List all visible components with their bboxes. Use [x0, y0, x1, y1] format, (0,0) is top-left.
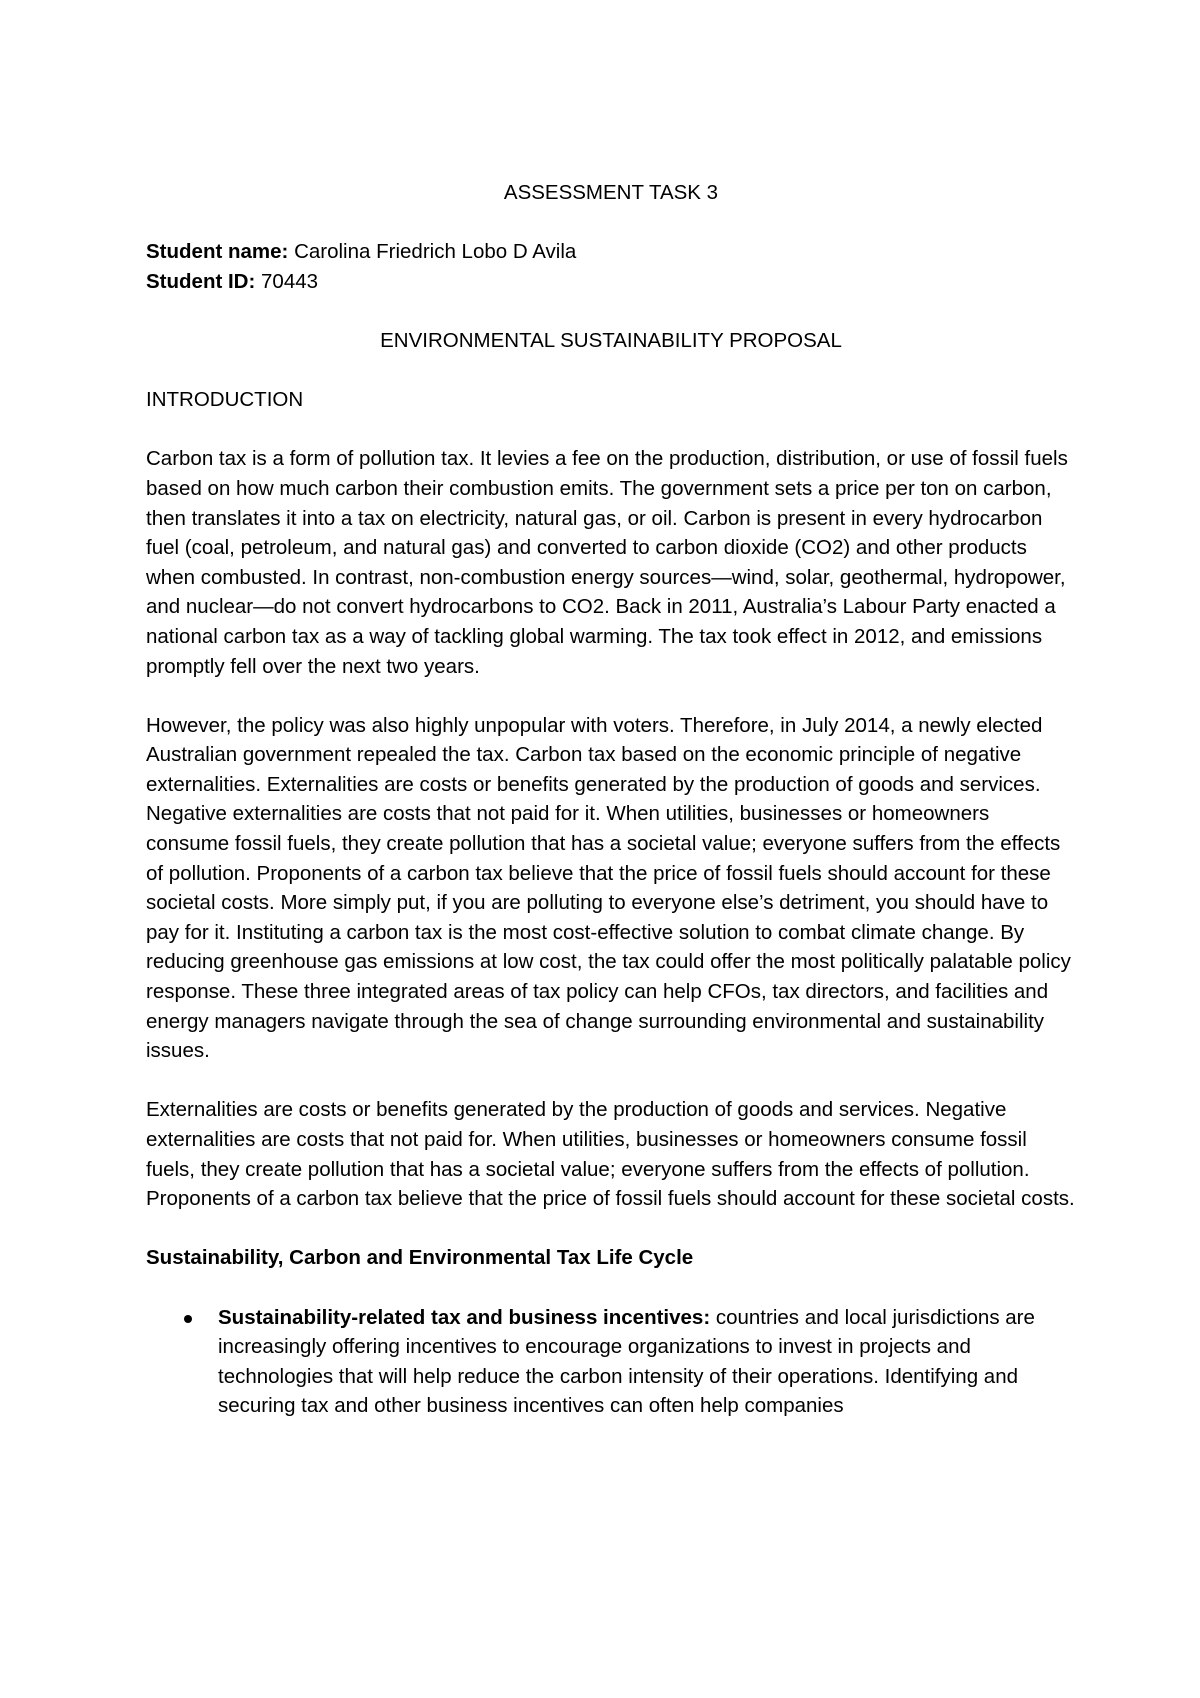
paragraph-3: Externalities are costs or benefits generated by the production of goods and services. Negative externalities are costs that not paid for. When utilities, businesses or homeowners consume fossil fuels, they create pollution that has a societal value; everyone suffers from the effects of pollution. Proponents of a carbon tax believe that the price of fossil fuels should account for these societal costs.	[146, 1098, 1075, 1211]
student-name-value: Carolina Friedrich Lobo D Avila	[288, 240, 577, 264]
student-id-label: Student ID:	[146, 269, 256, 293]
bullet-text: countries and local jurisdictions are increasingly offering incentives to encourage organizations to invest in projects and technologies that will help reduce the carbon intensity of their operations. Identifying and securing tax and other business incentives can often help companies	[218, 1305, 1035, 1418]
document-title: ASSESSMENT TASK 3	[503, 181, 719, 204]
document-page	[146, 178, 1076, 1421]
student-name-label: Student name:	[146, 240, 289, 264]
paragraph-1: Carbon tax is a form of pollution tax. It levies a fee on the production, distribution, or use of fossil fuels based on how much carbon their combustion emits. The government sets a price per ton on carbon, then translates it into a tax on electricity, natural gas, or oil. Carbon is present in every hydrocarbon fuel (coal, petroleum, and natural gas) and converted to carbon dioxide (CO2) and other products when combusted. In contrast, non-combustion energy sources—wind, solar, geothermal, hydropower, and nuclear—do not convert hydrocarbons to CO2. Back in 2011, Australia’s Labour Party enacted a national carbon tax as a way of tackling global warming. The tax took effect in 2012, and emissions promptly fell over the next two years.	[146, 447, 1068, 678]
introduction-heading: INTRODUCTION	[146, 388, 304, 412]
bullet-term: Sustainability-related tax and business incentives:	[218, 1305, 711, 1329]
bullet-list	[146, 1303, 1076, 1421]
paragraph-2: However, the policy was also highly unpopular with voters. Therefore, in July 2014, a newly elected Australian government repealed the tax. Carbon tax based on the economic principle of negative externalities. Externalities are costs or benefits generated by the production of goods and services. Negative externalities are costs that not paid for it. When utilities, businesses or homeowners consume fossil fuels, they create pollution that has a societal value; everyone suffers from the effects of pollution. Proponents of a carbon tax believe that the price of fossil fuels should account for these societal costs. More simply put, if you are polluting to everyone else’s detriment, you should have to pay for it. Instituting a carbon tax is the most cost-effective solution to combat climate change. By reducing greenhouse gas emissions at low cost, the tax could offer the most politically palatable policy response. These three integrated areas of tax policy can help CFOs, tax directors, and facilities and energy managers navigate through the sea of change surrounding environmental and sustainability issues.	[146, 713, 1071, 1063]
bullet-dot-icon	[184, 1315, 192, 1323]
section-heading: Sustainability, Carbon and Environmental Tax Life Cycle	[146, 1246, 694, 1270]
student-name-line	[146, 237, 1076, 267]
student-id-value: 70443	[255, 269, 319, 293]
bullet-item	[146, 1303, 1076, 1421]
student-id-line	[146, 267, 1076, 297]
proposal-title: ENVIRONMENTAL SUSTAINABILITY PROPOSAL	[380, 328, 842, 352]
